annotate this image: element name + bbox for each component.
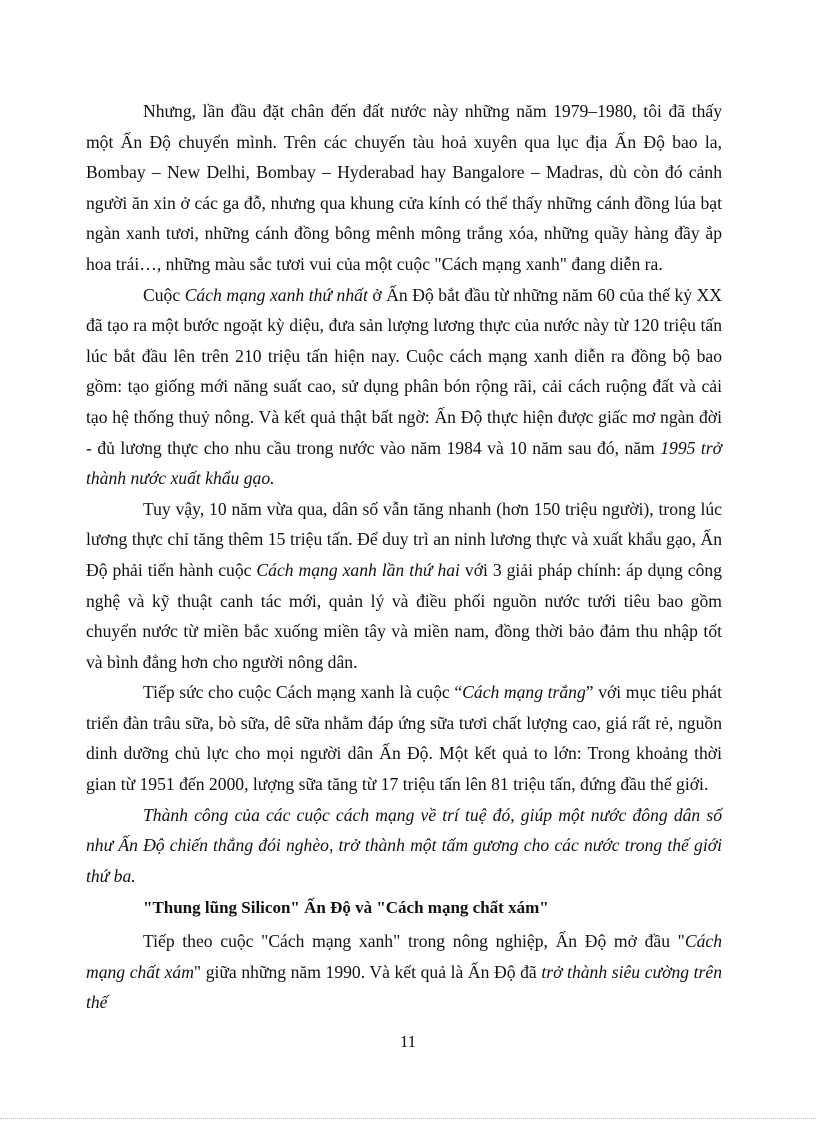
paragraph-1 [86, 96, 722, 280]
text-run: Nhưng, lần đầu đặt chân đến đất nước này những năm 1979–1980, tôi đã thấy một Ấn Độ chuyển mình. Trên các chuyến tàu hoả xuyên qua lục địa Ấn Độ bao la, Bombay – New Delhi, Bombay – Hyderabad hay Bangalore – Madras, dù còn đó cảnh người ăn xin ở các ga đỗ, nhưng qua khung cửa kính có thể thấy những cánh đồng lúa bạt ngàn xanh tươi, những cánh đồng bông mênh mông trắng xóa, những quầy hàng đầy ắp hoa trái…, những màu sắc tươi vui của một cuộc "Cách mạng xanh" đang diễn ra. [86, 101, 722, 274]
text-run: với 3 giải pháp chính: áp dụng công nghệ và kỹ thuật canh tác mới, quản lý và điều phối nguồn nước tưới tiêu bao gồm chuyển nước từ miền bắc xuống miền tây và miền nam, đồng thời bảo đảm thu nhập tốt và bình đẳng hơn cho người nông dân. [86, 559, 722, 672]
paragraph-4 [86, 677, 722, 799]
paragraph-2 [86, 280, 722, 494]
heading-text: "Thung lũng Silicon" Ấn Độ và "Cách mạng chất xám" [143, 898, 549, 918]
text-run: Tiếp sức cho cuộc Cách mạng xanh là cuộc “ [143, 682, 463, 703]
text-run: ” với mục tiêu phát triển đàn trâu sữa, bò sữa, dê sữa nhằm đáp ứng sữa tươi chất lượng cao, giá rất rẻ, nguồn dinh dưỡng chủ lực cho mọi người dân Ấn Độ. Một kết quả to lớn: Trong khoảng thời gian từ 1951 đến 2000, lượng sữa tăng từ 17 triệu tấn lên 81 triệu tấn, đứng đầu thế giới. [86, 682, 723, 795]
text-run: " giữa những năm 1990. Và kết quả là Ấn Độ đã [193, 961, 542, 982]
italic-run: 1995 trở thành nước xuất khẩu gạo. [86, 437, 723, 489]
text-run: ở Ấn Độ bắt đầu từ những năm 60 của thế kỷ XX đã tạo ra một bước ngoặt kỳ diệu, đưa sản lượng lương thực của nước này từ 120 triệu tấn lúc bắt đầu lên trên 210 triệu tấn hiện nay. Cuộc cách mạng xanh diễn ra đồng bộ bao gồm: tạo giống mới năng suất cao, sử dụng phân bón rộng rãi, cải cách ruộng đất và cải tạo hệ thống thuỷ nông. Và kết quả thật bất ngờ: Ấn Độ thực hiện được giấc mơ ngàn đời - đủ lương thực cho nhu cầu trong nước vào năm 1984 và 10 năm sau đó, năm [86, 284, 722, 458]
italic-run: Cách mạng chất xám [86, 931, 722, 982]
section-heading [86, 893, 722, 924]
italic-run: Thành công của các cuộc cách mạng về trí tuệ đó, giúp một nước đông dân số như Ấn Độ chiến thắng đói nghèo, trở thành một tấm gương cho các nước trong thế giới thứ ba. [86, 804, 722, 886]
italic-run: Cách mạng xanh lần thứ hai [256, 559, 460, 580]
paragraph-6 [86, 926, 722, 1018]
body-text [86, 96, 722, 1018]
paragraph-5 [86, 800, 722, 892]
italic-run: trở thành siêu cường trên thế [86, 961, 722, 1013]
page-number: 11 [399, 1032, 417, 1051]
italic-run: Cách mạng xanh thứ nhất [184, 284, 368, 305]
text-run: Cuộc [143, 284, 185, 305]
paragraph-3 [86, 494, 722, 678]
page-divider [0, 1118, 816, 1119]
text-run: Tiếp theo cuộc "Cách mạng xanh" trong nông nghiệp, Ấn Độ mở đầu " [143, 931, 685, 952]
text-run: Tuy vậy, 10 năm vừa qua, dân số vẫn tăng nhanh (hơn 150 triệu người), trong lúc lương thực chỉ tăng thêm 15 triệu tấn. Để duy trì an ninh lương thực và xuất khẩu gạo, Ấn Độ phải tiến hành cuộc [86, 498, 722, 580]
italic-run: Cách mạng trắng [462, 682, 586, 703]
